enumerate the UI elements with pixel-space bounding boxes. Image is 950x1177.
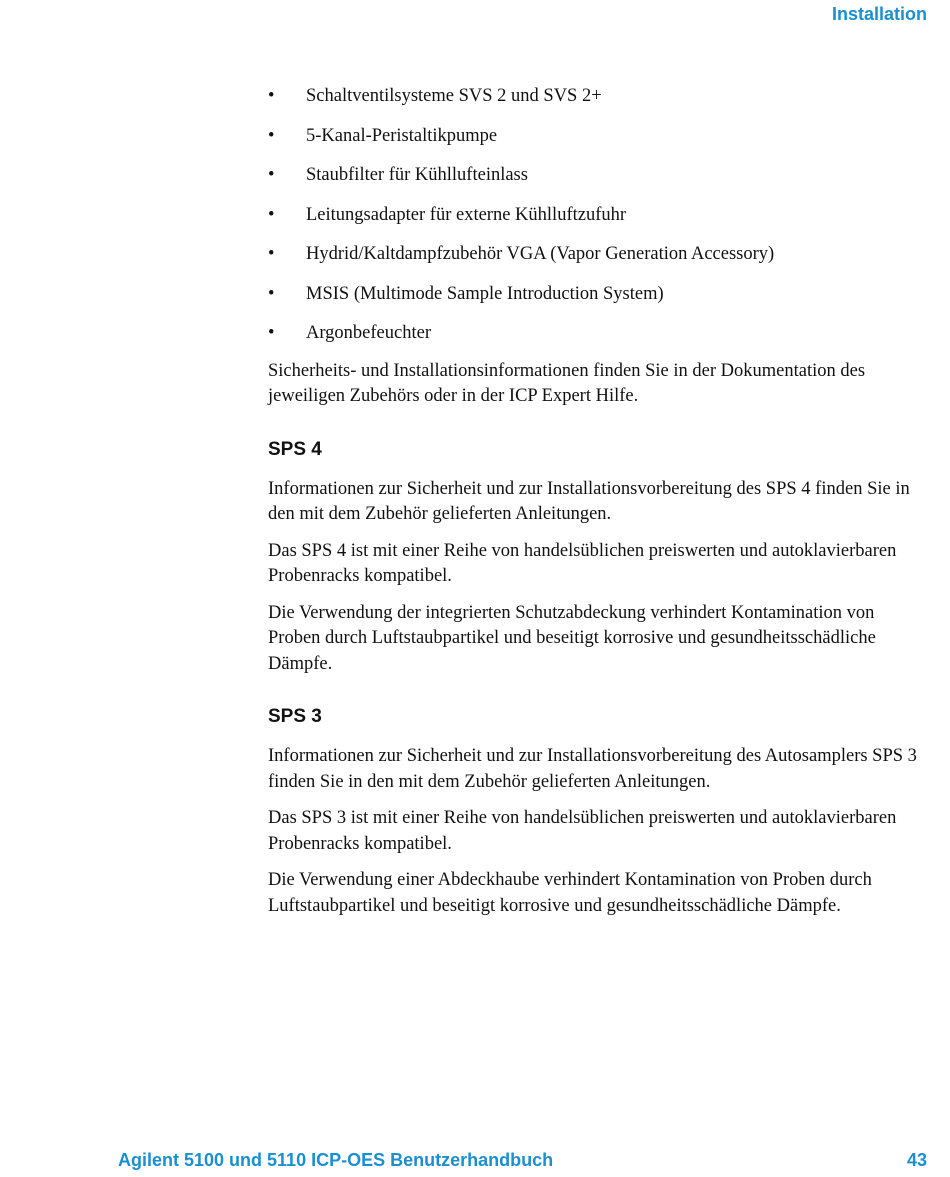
list-item-text: MSIS (Multimode Sample Introduction System) xyxy=(306,283,664,304)
list-item xyxy=(268,321,928,347)
bullet-icon: • xyxy=(268,323,275,343)
list-item xyxy=(268,282,928,308)
list-item-text: Schaltventilsysteme SVS 2 und SVS 2+ xyxy=(306,86,602,106)
list-item xyxy=(268,124,928,150)
bullet-icon: • xyxy=(268,204,275,225)
list-item xyxy=(268,242,928,268)
sps4-paragraph: Informationen zur Sicherheit und zur Installationsvorbereitung des SPS 4 finden Sie in den mit dem Zubehör gelieferten Anleitungen. xyxy=(268,478,910,524)
sps4-paragraph: Das SPS 4 ist mit einer Reihe von handelsüblichen preiswerten und autoklavierbaren Probenracks kompatibel. xyxy=(268,540,897,586)
sps3-paragraph: Die Verwendung einer Abdeckhaube verhindert Kontamination von Proben durch Luftstaubpartikel und beseitigt korrosive und gesundheitsschädliche Dämpfe. xyxy=(268,870,872,916)
list-item-text: Leitungsadapter für externe Kühlluftzufuhr xyxy=(306,204,627,225)
list-item xyxy=(268,203,928,229)
bullet-icon: • xyxy=(268,283,275,304)
page-body xyxy=(268,84,928,930)
sps3-paragraph: Informationen zur Sicherheit und zur Installationsvorbereitung des Autosamplers SPS 3 finden Sie in den mit dem Zubehör gelieferten Anleitungen. xyxy=(268,746,917,792)
bullet-icon: • xyxy=(268,125,275,146)
list-item xyxy=(268,84,928,110)
list-item-text: Staubfilter für Kühllufteinlass xyxy=(306,165,528,185)
intro-paragraph: Sicherheits- und Installationsinformationen finden Sie in der Dokumentation des jeweiligen Zubehörs oder in der ICP Expert Hilfe. xyxy=(268,360,866,406)
accessory-list xyxy=(268,84,928,347)
footer-page-number: 43 xyxy=(906,1150,927,1170)
bullet-icon: • xyxy=(268,244,275,264)
list-item-text: Hydrid/Kaltdampfzubehör VGA (Vapor Generation Accessory) xyxy=(306,244,775,264)
list-item xyxy=(268,163,928,189)
list-item-text: 5-Kanal-Peristaltikpumpe xyxy=(306,125,498,146)
sps4-paragraph: Die Verwendung der integrierten Schutzabdeckung verhindert Kontamination von Proben durch Luftstaubpartikel und beseitigt korrosive und gesundheitsschädliche Dämpfe. xyxy=(268,602,876,674)
running-header-section: Installation xyxy=(831,4,927,24)
list-item-text: Argonbefeuchter xyxy=(306,323,431,343)
footer-document-title: Agilent 5100 und 5110 ICP-OES Benutzerhandbuch xyxy=(118,1150,554,1170)
sps3-paragraph: Das SPS 3 ist mit einer Reihe von handelsüblichen preiswerten und autoklavierbaren Probenracks kompatibel. xyxy=(268,808,897,854)
section-heading-sps3: SPS 3 xyxy=(268,706,322,727)
bullet-icon: • xyxy=(268,165,275,185)
bullet-icon: • xyxy=(268,86,275,106)
section-heading-sps4: SPS 4 xyxy=(268,438,322,460)
